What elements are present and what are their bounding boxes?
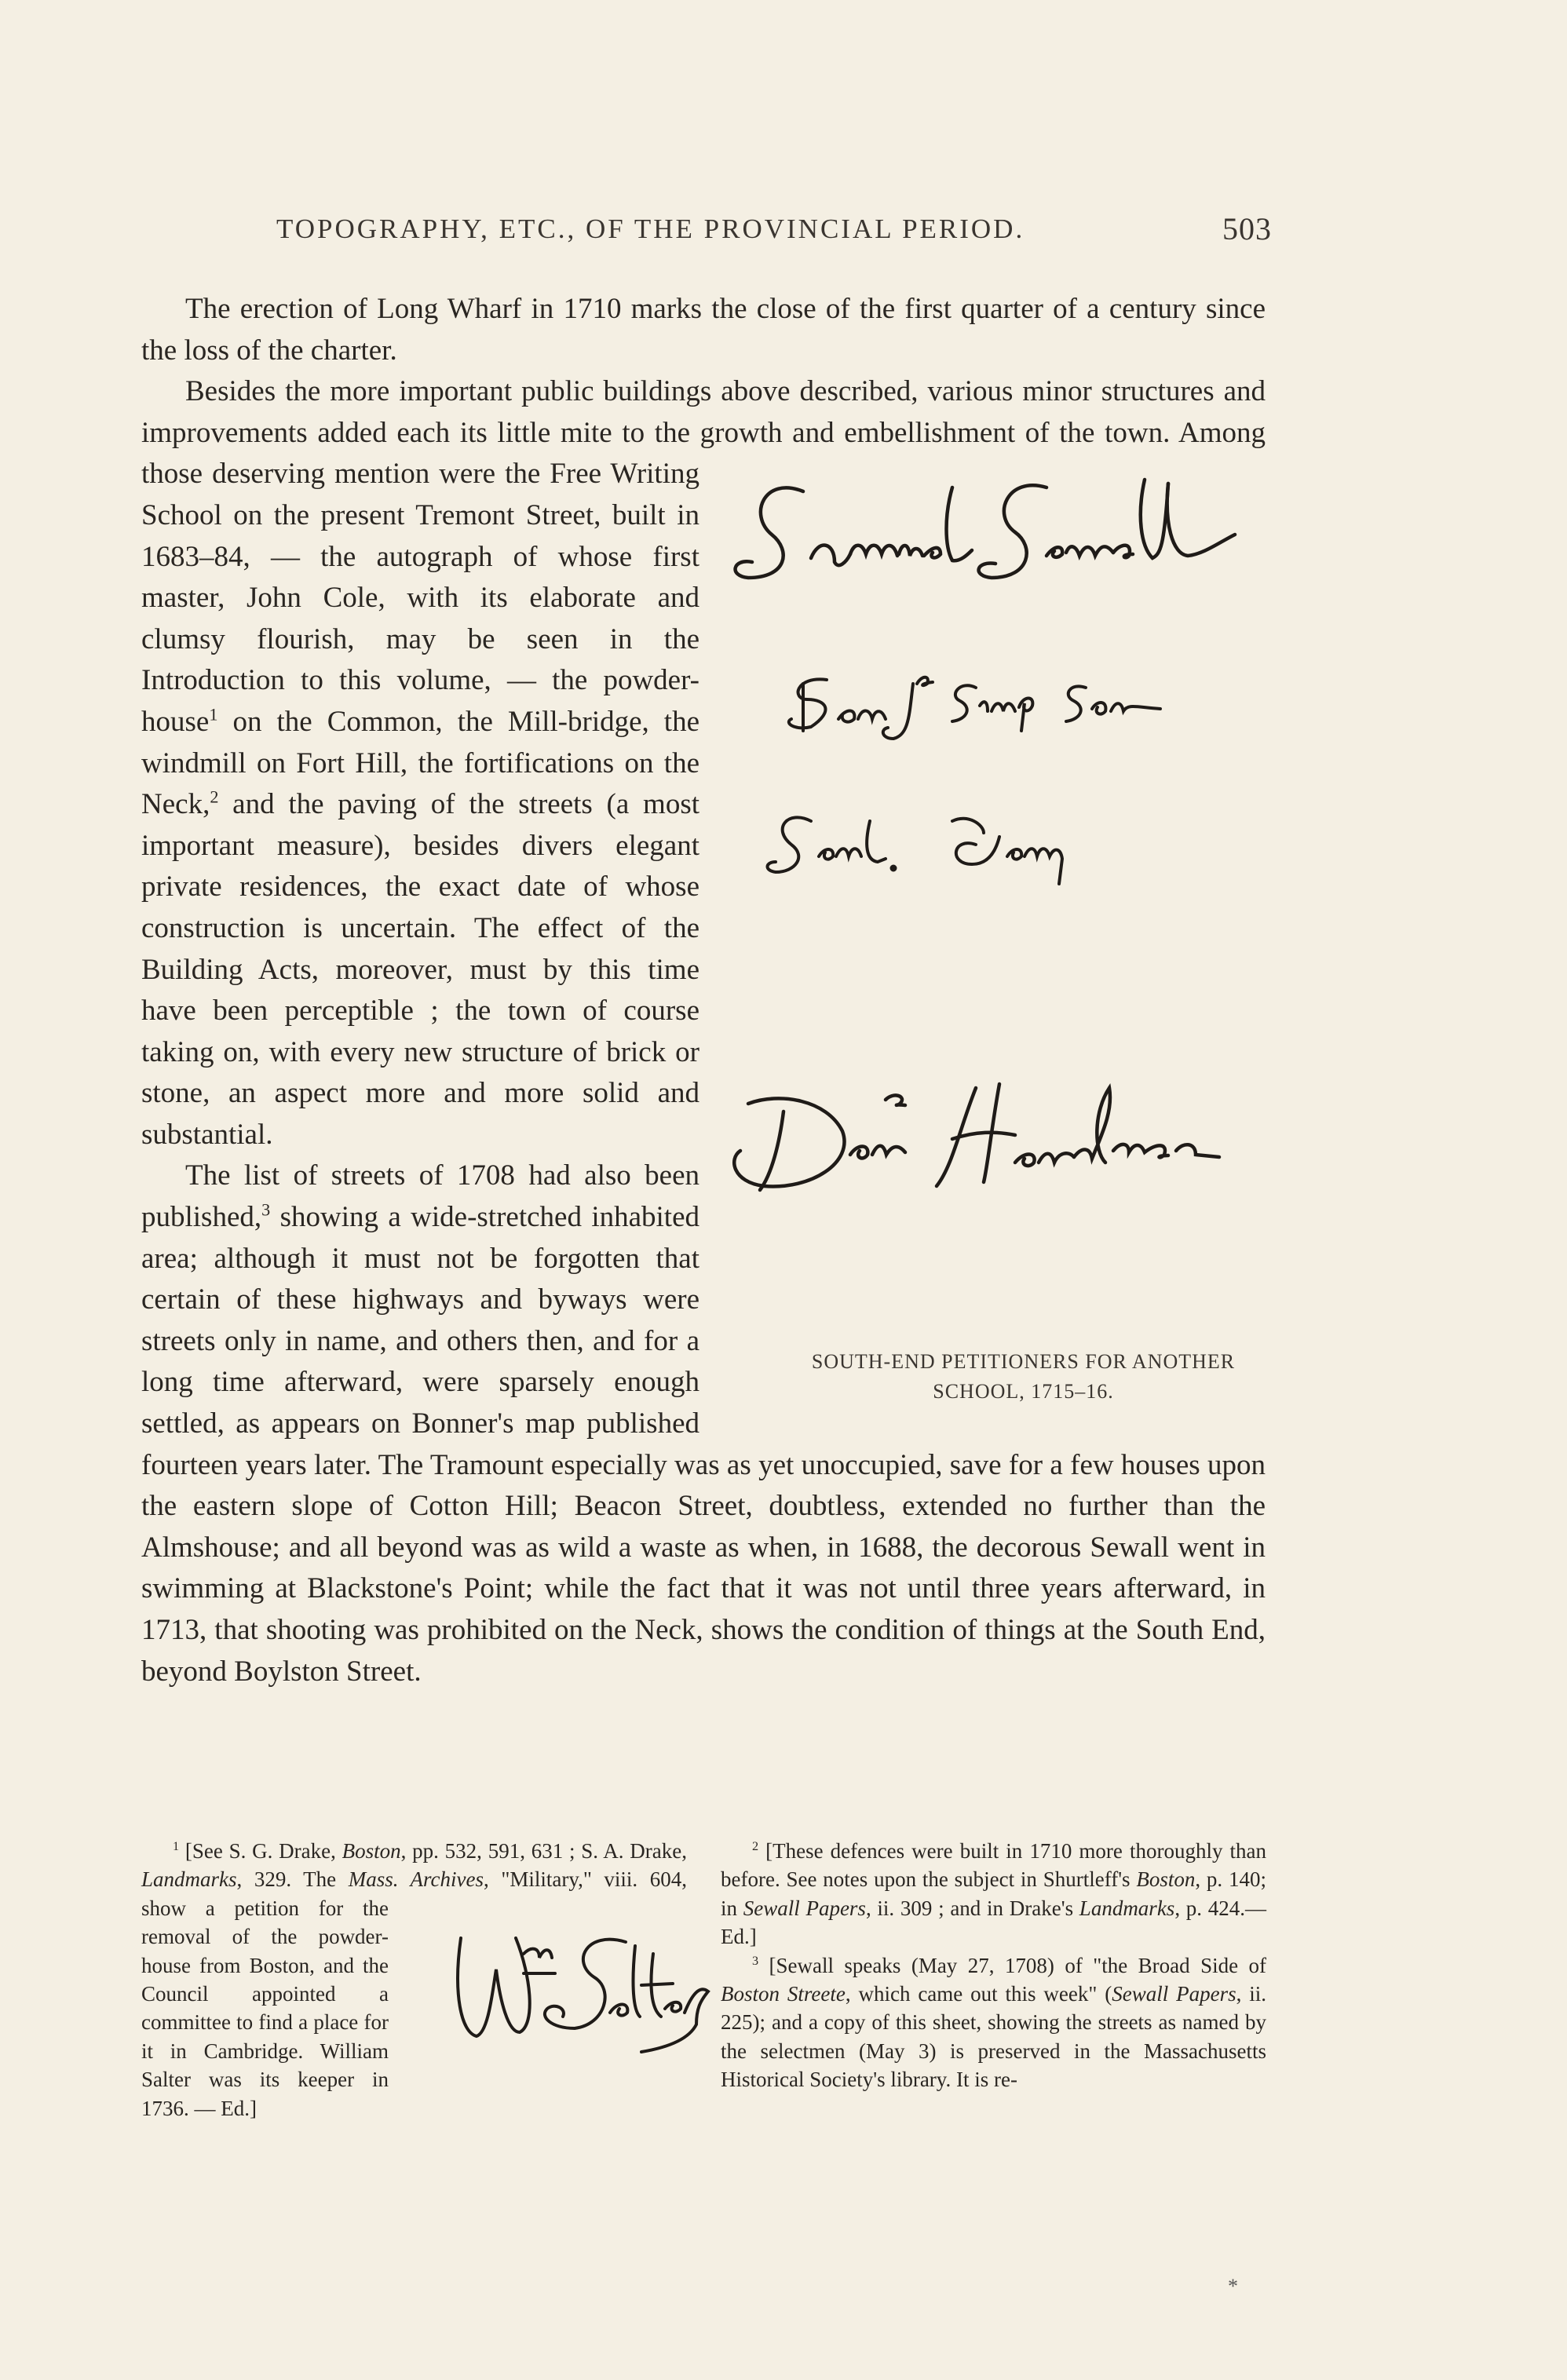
footnote-2-mark: 2 <box>752 1839 759 1853</box>
salter-caption: William Salter was its keeper in 1736. — Ed.] <box>141 2039 389 2120</box>
footnote-1-text-d-lead: , "Military," viii. 604, show a petition for <box>141 1867 687 1920</box>
signatures-figure <box>717 468 1286 1407</box>
footnote-1-text-b: , pp. 532, 591, 631 ; S. A. Drake, <box>400 1839 687 1863</box>
footnote-3-text-c: , ii. 225); and a copy of this sheet, showing the streets as named by the selectmen (May 3) is preserved in the Massachusetts Historical Society's library. It is re- <box>721 1982 1266 2092</box>
paragraph-2-text-a: and embellishment of the town. Among those deserving mention were the Free Writing School on the present Tremont Street, built in 1683–84, — the autograph of whose first master, John Cole, with its elaborate and clumsy flourish, may be seen in the Introduction to this volume, — the powder-house <box>141 416 1266 738</box>
footnote-3-text-b: , which came out this week" ( <box>845 1982 1112 2006</box>
signature-danl-henchman <box>717 1064 1286 1221</box>
decorative-asterisk: * <box>1228 2275 1238 2298</box>
footnote-ref-3: 3 <box>261 1199 271 1220</box>
footnote-3 <box>721 1951 1266 2094</box>
footnote-1-text-a: [See S. G. Drake, <box>179 1839 342 1863</box>
signature-william-salter <box>398 1899 696 2083</box>
footnote-3-sewall-papers: Sewall Papers <box>1112 1982 1236 2006</box>
salter-signature-drawing <box>429 1899 728 2083</box>
footnote-1-text-d: the removal of the powder-house from Boston, and the Council appointed a committee to find a place for it in Cambridge. <box>141 1896 389 2063</box>
running-title: TOPOGRAPHY, ETC., OF THE PROVINCIAL PERIOD. <box>276 214 1025 244</box>
paragraph-3-text-b: showing a wide-stretched inhabited area; although it must not be forgotten that certain of these highways and byways were streets only in name, and others then, and for a long time afterward, were sparsely enough settled, as appears on Bonner's map published fourteen years later. The Tramount especially was as yet unoccupied, save for a few houses upon the eastern slope of Cotton Hill; Beacon Street, doubtless, extended no further than the Almshouse; and all beyond was as wild a waste as when, in 1688, the decorous Sewall went in swimming at Blackstone's Point; while the fact that it was not until three years afterward, in 1713, that shooting was prohibited on the Neck, shows the condition of things at the South End, beyond Boylston Street. <box>141 1201 1266 1688</box>
figure-caption <box>717 1347 1286 1407</box>
footnote-1 <box>141 1837 687 2123</box>
footnote-2-text-b: , p. 140; in <box>721 1867 1266 1920</box>
footnotes-column-1 <box>141 1837 687 2123</box>
signature-samuel-sewall <box>717 468 1286 601</box>
footnote-1-mark: 1 <box>173 1839 180 1853</box>
footnote-2-text-a: [These defences were built in 1710 more thoroughly than before. See notes upon the subject in Shurtleff's <box>721 1839 1266 1892</box>
signature-benja-simpson <box>717 652 1286 754</box>
footnote-2 <box>721 1837 1266 1951</box>
paragraph-2-text-a-lead: Besides the more important public buildings above described, various minor structures and improvements added each its little mite to the growth <box>141 375 1266 449</box>
paragraph-2-text-b: on the Common, the Mill-bridge, the windmill on Fort Hill, the fortifications on the Neck, <box>141 705 699 821</box>
page-number: 503 <box>1222 211 1272 246</box>
caption-line-2: SCHOOL, 1715–16. <box>933 1380 1114 1404</box>
footnote-1-mass-archives: Mass. Archives <box>348 1867 484 1892</box>
paragraph-3-text-a: The list of streets of 1708 had also been published, <box>141 1159 699 1234</box>
footnote-ref-2: 2 <box>210 787 219 807</box>
footnotes-column-2 <box>721 1837 1266 2094</box>
footnote-3-mark: 3 <box>752 1953 759 1968</box>
footnote-1-landmarks: Landmarks <box>141 1867 237 1892</box>
footnote-2-landmarks: Landmarks <box>1079 1896 1175 1920</box>
footnote-1-text-c: , 329. The <box>236 1867 349 1892</box>
signature-saml-adams <box>717 790 1286 907</box>
footnote-1-boston: Boston <box>342 1839 401 1863</box>
footnote-2-text-c: , ii. 309 ; and in Drake's <box>865 1896 1079 1920</box>
footnote-ref-1: 1 <box>209 704 218 725</box>
main-text <box>141 289 1266 1692</box>
footnote-2-boston: Boston <box>1136 1867 1196 1892</box>
paragraph-2-text-c: and the paving of the streets (a most important measure), besides divers elegant private residences, the exact date of whose construction is uncertain. The effect of the Building Acts, moreover, must by this time have been perceptible ; the town of course taking on, with every new structure of brick or stone, an aspect more and more solid and substantial. <box>141 788 699 1151</box>
footnote-2-text-d: , p. 424.—Ed.] <box>721 1896 1266 1949</box>
footnote-2-sewall-papers: Sewall Papers <box>743 1896 866 1920</box>
paragraph-1: The erection of Long Wharf in 1710 marks the close of the first quarter of a century since the loss of the charter. <box>141 293 1266 367</box>
footnote-3-text-a: [Sewall speaks (May 27, 1708) of "the Broad Side of <box>758 1953 1266 1977</box>
footnote-3-boston-streete: Boston Streete <box>721 1982 846 2006</box>
caption-line-1: SOUTH-END PETITIONERS FOR ANOTHER <box>811 1350 1236 1374</box>
